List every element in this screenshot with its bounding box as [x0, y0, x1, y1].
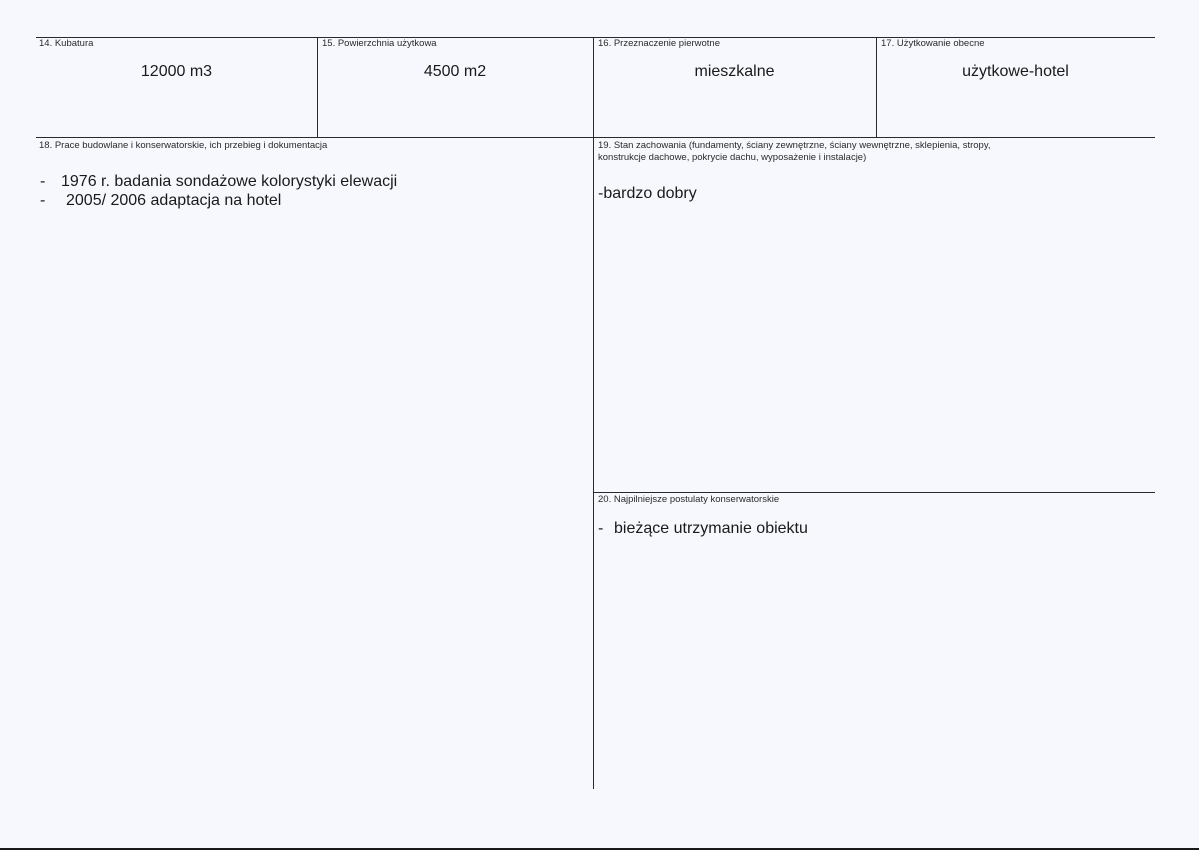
field-19-label-line2: konstrukcje dachowe, pokrycie dachu, wyposażenie i instalacje) — [598, 152, 867, 163]
list-item-text: 2005/ 2006 adaptacja na hotel — [66, 192, 282, 209]
field-19-label — [598, 140, 991, 164]
field-19-label-line1: 19. Stan zachowania (fundamenty, ściany zewnętrzne, ściany wewnętrzne, sklepienia, stropy, — [598, 140, 991, 151]
list-dash: - — [598, 520, 604, 537]
field-17-label: 17. Użytkowanie obecne — [881, 38, 985, 49]
list-dash: - — [40, 173, 46, 190]
list-item — [598, 519, 808, 538]
top-border-line — [36, 37, 1155, 38]
list-item — [40, 191, 397, 210]
field-16-value: mieszkalne — [694, 63, 775, 80]
row-divider-line — [36, 137, 1155, 138]
divider-14-15 — [317, 37, 318, 138]
section-20-divider-line — [593, 492, 1155, 493]
field-20-label: 20. Najpilniejsze postulaty konserwatorskie — [598, 494, 780, 505]
list-dash: - — [40, 192, 46, 209]
field-14-value: 12000 m3 — [140, 63, 213, 80]
field-18-list — [40, 172, 397, 210]
divider-15-16 — [593, 37, 594, 789]
field-19-value: -bardzo dobry — [598, 185, 697, 202]
field-18-label: 18. Prace budowlane i konserwatorskie, ich przebieg i dokumentacja — [39, 140, 328, 151]
field-15-value: 4500 m2 — [423, 63, 487, 80]
field-16-label: 16. Przeznaczenie pierwotne — [598, 38, 720, 49]
field-14-label: 14. Kubatura — [39, 38, 94, 49]
field-17-value: użytkowe-hotel — [962, 63, 1069, 80]
field-20-value: bieżące utrzymanie obiektu — [614, 520, 808, 537]
field-20-list — [598, 519, 808, 538]
list-item-text: 1976 r. badania sondażowe kolorystyki elewacji — [61, 173, 398, 190]
list-item — [40, 172, 397, 191]
field-15-label: 15. Powierzchnia użytkowa — [322, 38, 437, 49]
divider-16-17 — [876, 37, 877, 138]
